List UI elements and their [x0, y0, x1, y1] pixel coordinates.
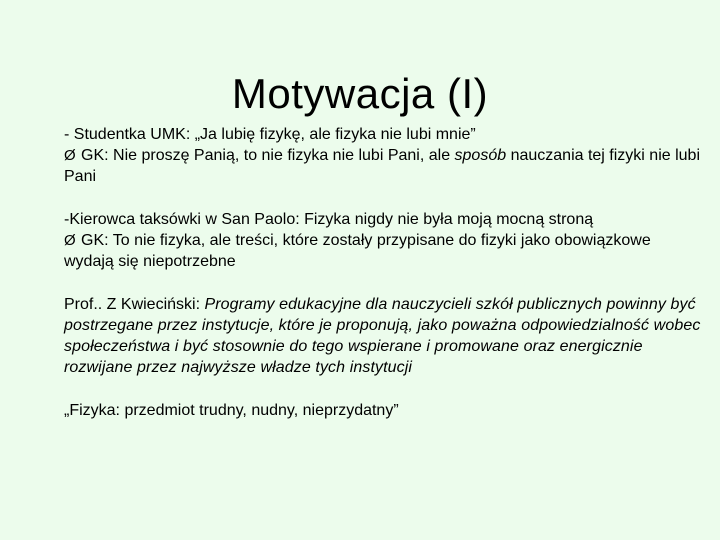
taxi-driver-reply — [64, 230, 704, 272]
slide-title: Motywacja (I) — [231, 70, 489, 118]
spacer — [64, 187, 704, 209]
taxi-driver-quote: -Kierowca taksówki w San Paolo: Fizyka nigdy nie była moją mocną stroną — [64, 211, 594, 228]
taxi-driver-reply-text: GK: To nie fizyka, ale treści, które zostały przypisane do fizyki jako obowiązkowe wydają się niepotrzebne — [64, 232, 651, 270]
arrow-bullet-icon: Ø — [64, 147, 76, 164]
student-quote: - Studentka UMK: „Ja lubię fizykę, ale fizyka nie lubi mnie” — [64, 126, 476, 143]
spacer — [64, 272, 704, 294]
professor-quote-text: Programy edukacyjne dla nauczycieli szkół publicznych powinny być postrzegane przez instytucje, które je proponują, jako poważna odpowiedzialność wobec społeczeństwa i być stosownie do tego wspierane i promowane oraz energicznie rozwijane przez najwyższe władze tych instytucji — [64, 296, 701, 376]
taxi-driver-block — [64, 209, 704, 272]
slide-content — [64, 124, 704, 421]
spacer — [64, 378, 704, 400]
professor-quote — [64, 294, 704, 378]
student-reply-emphasis: sposób — [454, 147, 507, 164]
student-reply — [64, 145, 704, 187]
arrow-bullet-icon: Ø — [64, 232, 76, 249]
physics-summary-quote: „Fizyka: przedmiot trudny, nudny, nieprzydatny” — [64, 402, 399, 419]
physics-summary-block — [64, 400, 704, 421]
professor-quote-block — [64, 294, 704, 378]
student-reply-suffix: nauczania tej fizyki nie lubi Pani — [64, 147, 701, 185]
student-quote-block — [64, 124, 704, 187]
student-reply-prefix: GK: Nie proszę Panią, to nie fizyka nie lubi Pani, ale — [81, 147, 455, 164]
professor-name: Prof.. Z Kwieciński: — [64, 296, 205, 313]
